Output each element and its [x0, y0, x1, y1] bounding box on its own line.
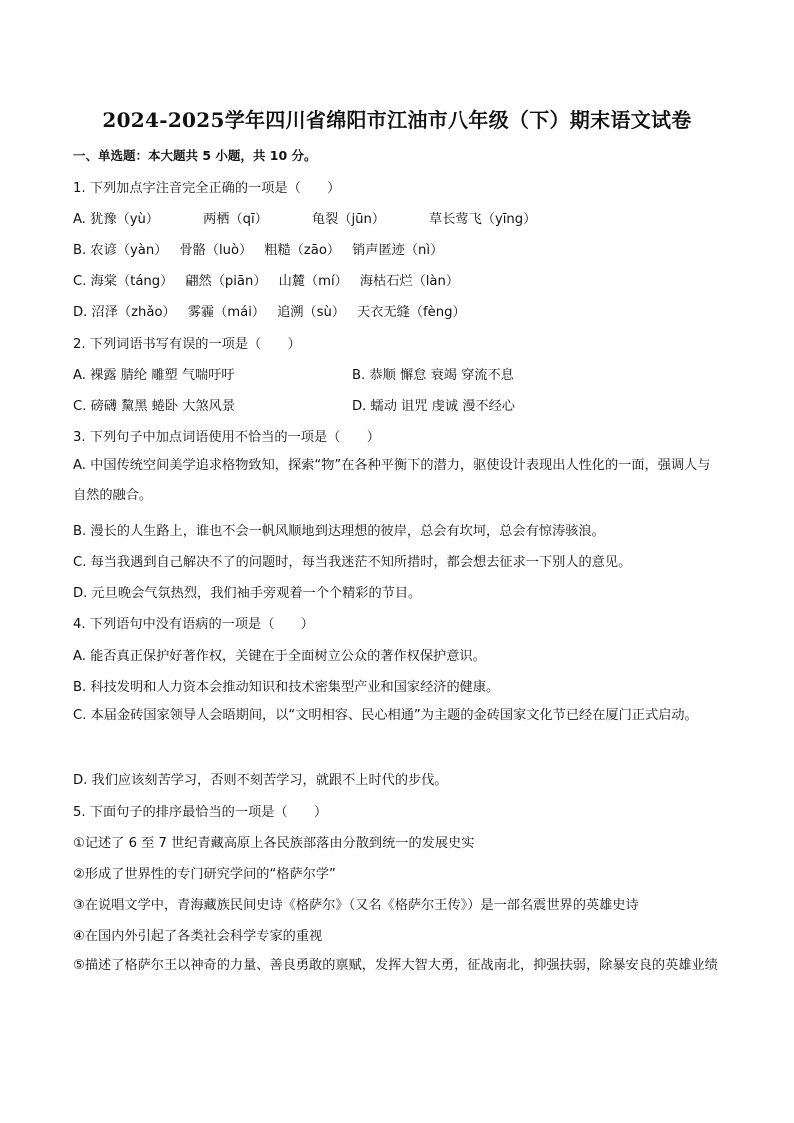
q1-d-4: 天衣无缝（fèng）	[357, 305, 466, 320]
q4-option-a[interactable]: A. 能否真正保护好著作权，关键在于全面树立公众的著作权保护意识。	[73, 649, 486, 664]
q1-d-2: 雾霾（mái）	[187, 305, 266, 320]
q1-d-3: 追溯（sù）	[277, 305, 346, 320]
q1-a-1: A. 犹豫（yù）	[73, 212, 160, 227]
q5-sentence-5: ⑤描述了格萨尔王以神奇的力量、善良勇敢的禀赋，发挥大智大勇，征战南北，抑强扶弱，除暴安良的英雄业绩	[73, 958, 718, 973]
q1-c-4: 海枯石烂（làn）	[359, 274, 460, 289]
q1-stem: 1. 下列加点字注音完全正确的一项是（ ）	[73, 181, 341, 196]
q3-option-a[interactable]: A. 中国传统空间美学追求格物致知，探索“物”在各种平衡下的潜力，驱使设计表现出人性化的一面，强调人与自然的融合。	[73, 458, 711, 503]
q2-option-a[interactable]: A. 裸露 腈纶 雕塑 气喘吁吁	[73, 368, 235, 383]
q1-a-2: 两栖（qī）	[203, 212, 268, 227]
q3-option-d[interactable]: D. 元旦晚会气氛热烈，我们袖手旁观着一个个精彩的节目。	[73, 586, 422, 601]
q1-b-3: 粗糙（zāo）	[264, 243, 341, 258]
q4-option-d[interactable]: D. 我们应该刻苦学习，否则不刻苦学习，就跟不上时代的步伐。	[73, 773, 448, 788]
q5-sentence-1: ①记述了 6 至 7 世纪青藏高原上各民族部落由分散到统一的发展史实	[73, 836, 475, 851]
q3-option-b[interactable]: B. 漫长的人生路上，谁也不会一帆风顺地到达理想的彼岸，总会有坎坷，总会有惊涛骇浪。	[73, 524, 605, 539]
q4-option-b[interactable]: B. 科技发明和人力资本会推动知识和技术密集型产业和国家经济的健康。	[73, 680, 500, 695]
q5-sentence-2: ②形成了世界性的专门研究学问的“格萨尔学”	[73, 867, 336, 882]
q1-c-3: 山麓（mí）	[278, 274, 348, 289]
q4-stem: 4. 下列语句中没有语病的一项是（ ）	[73, 617, 314, 632]
q2-option-c[interactable]: C. 磅礴 黧黑 蜷卧 大煞风景	[73, 399, 236, 414]
q1-option-a[interactable]	[73, 208, 580, 227]
q4-option-c[interactable]: C. 本届金砖国家领导人会晤期间，以“文明相容、民心相通”为主题的金砖国家文化节已经在厦门正式启动。	[73, 708, 698, 723]
q3-stem: 3. 下列句子中加点词语使用不恰当的一项是（ ）	[73, 430, 380, 445]
q1-c-2: 翩然（piān）	[185, 274, 267, 289]
q2-stem: 2. 下列词语书写有误的一项是（ ）	[73, 337, 301, 352]
q2-option-d[interactable]: D. 蠕动 诅咒 虔诚 漫不经心	[352, 399, 515, 414]
q1-b-4: 销声匿迹（nì）	[352, 243, 444, 258]
q1-d-1: D. 沼泽（zhǎo）	[73, 305, 176, 320]
page-title: 2024-2025学年四川省绵阳市江油市八年级（下）期末语文试卷	[102, 108, 692, 132]
q5-stem: 5. 下面句子的排序最恰当的一项是（ ）	[73, 805, 328, 820]
q1-option-d[interactable]	[73, 301, 478, 320]
q5-sentence-3: ③在说唱文学中，青海藏族民间史诗《格萨尔》（又名《格萨尔王传》）是一部名震世界的英雄史诗	[73, 898, 639, 913]
q1-option-b[interactable]	[73, 239, 455, 258]
section-heading: 一、单选题：本大题共 5 小题，共 10 分。	[73, 148, 317, 163]
q1-c-1: C. 海棠（táng）	[73, 274, 174, 289]
q1-b-1: B. 农谚（yàn）	[73, 243, 168, 258]
q2-option-b[interactable]: B. 恭顺 懈怠 衰竭 穿流不息	[352, 368, 514, 383]
q1-option-c[interactable]	[73, 270, 471, 289]
q1-a-3: 龟裂（jūn）	[311, 212, 386, 227]
q1-b-2: 骨骼（luò）	[179, 243, 253, 258]
q1-a-4: 草长莺飞（yīng）	[429, 212, 537, 227]
q3-option-c[interactable]: C. 每当我遇到自己解决不了的问题时，每当我迷茫不知所措时，都会想去征求一下别人的意见。	[73, 555, 632, 570]
q5-sentence-4: ④在国内外引起了各类社会科学专家的重视	[73, 929, 323, 944]
